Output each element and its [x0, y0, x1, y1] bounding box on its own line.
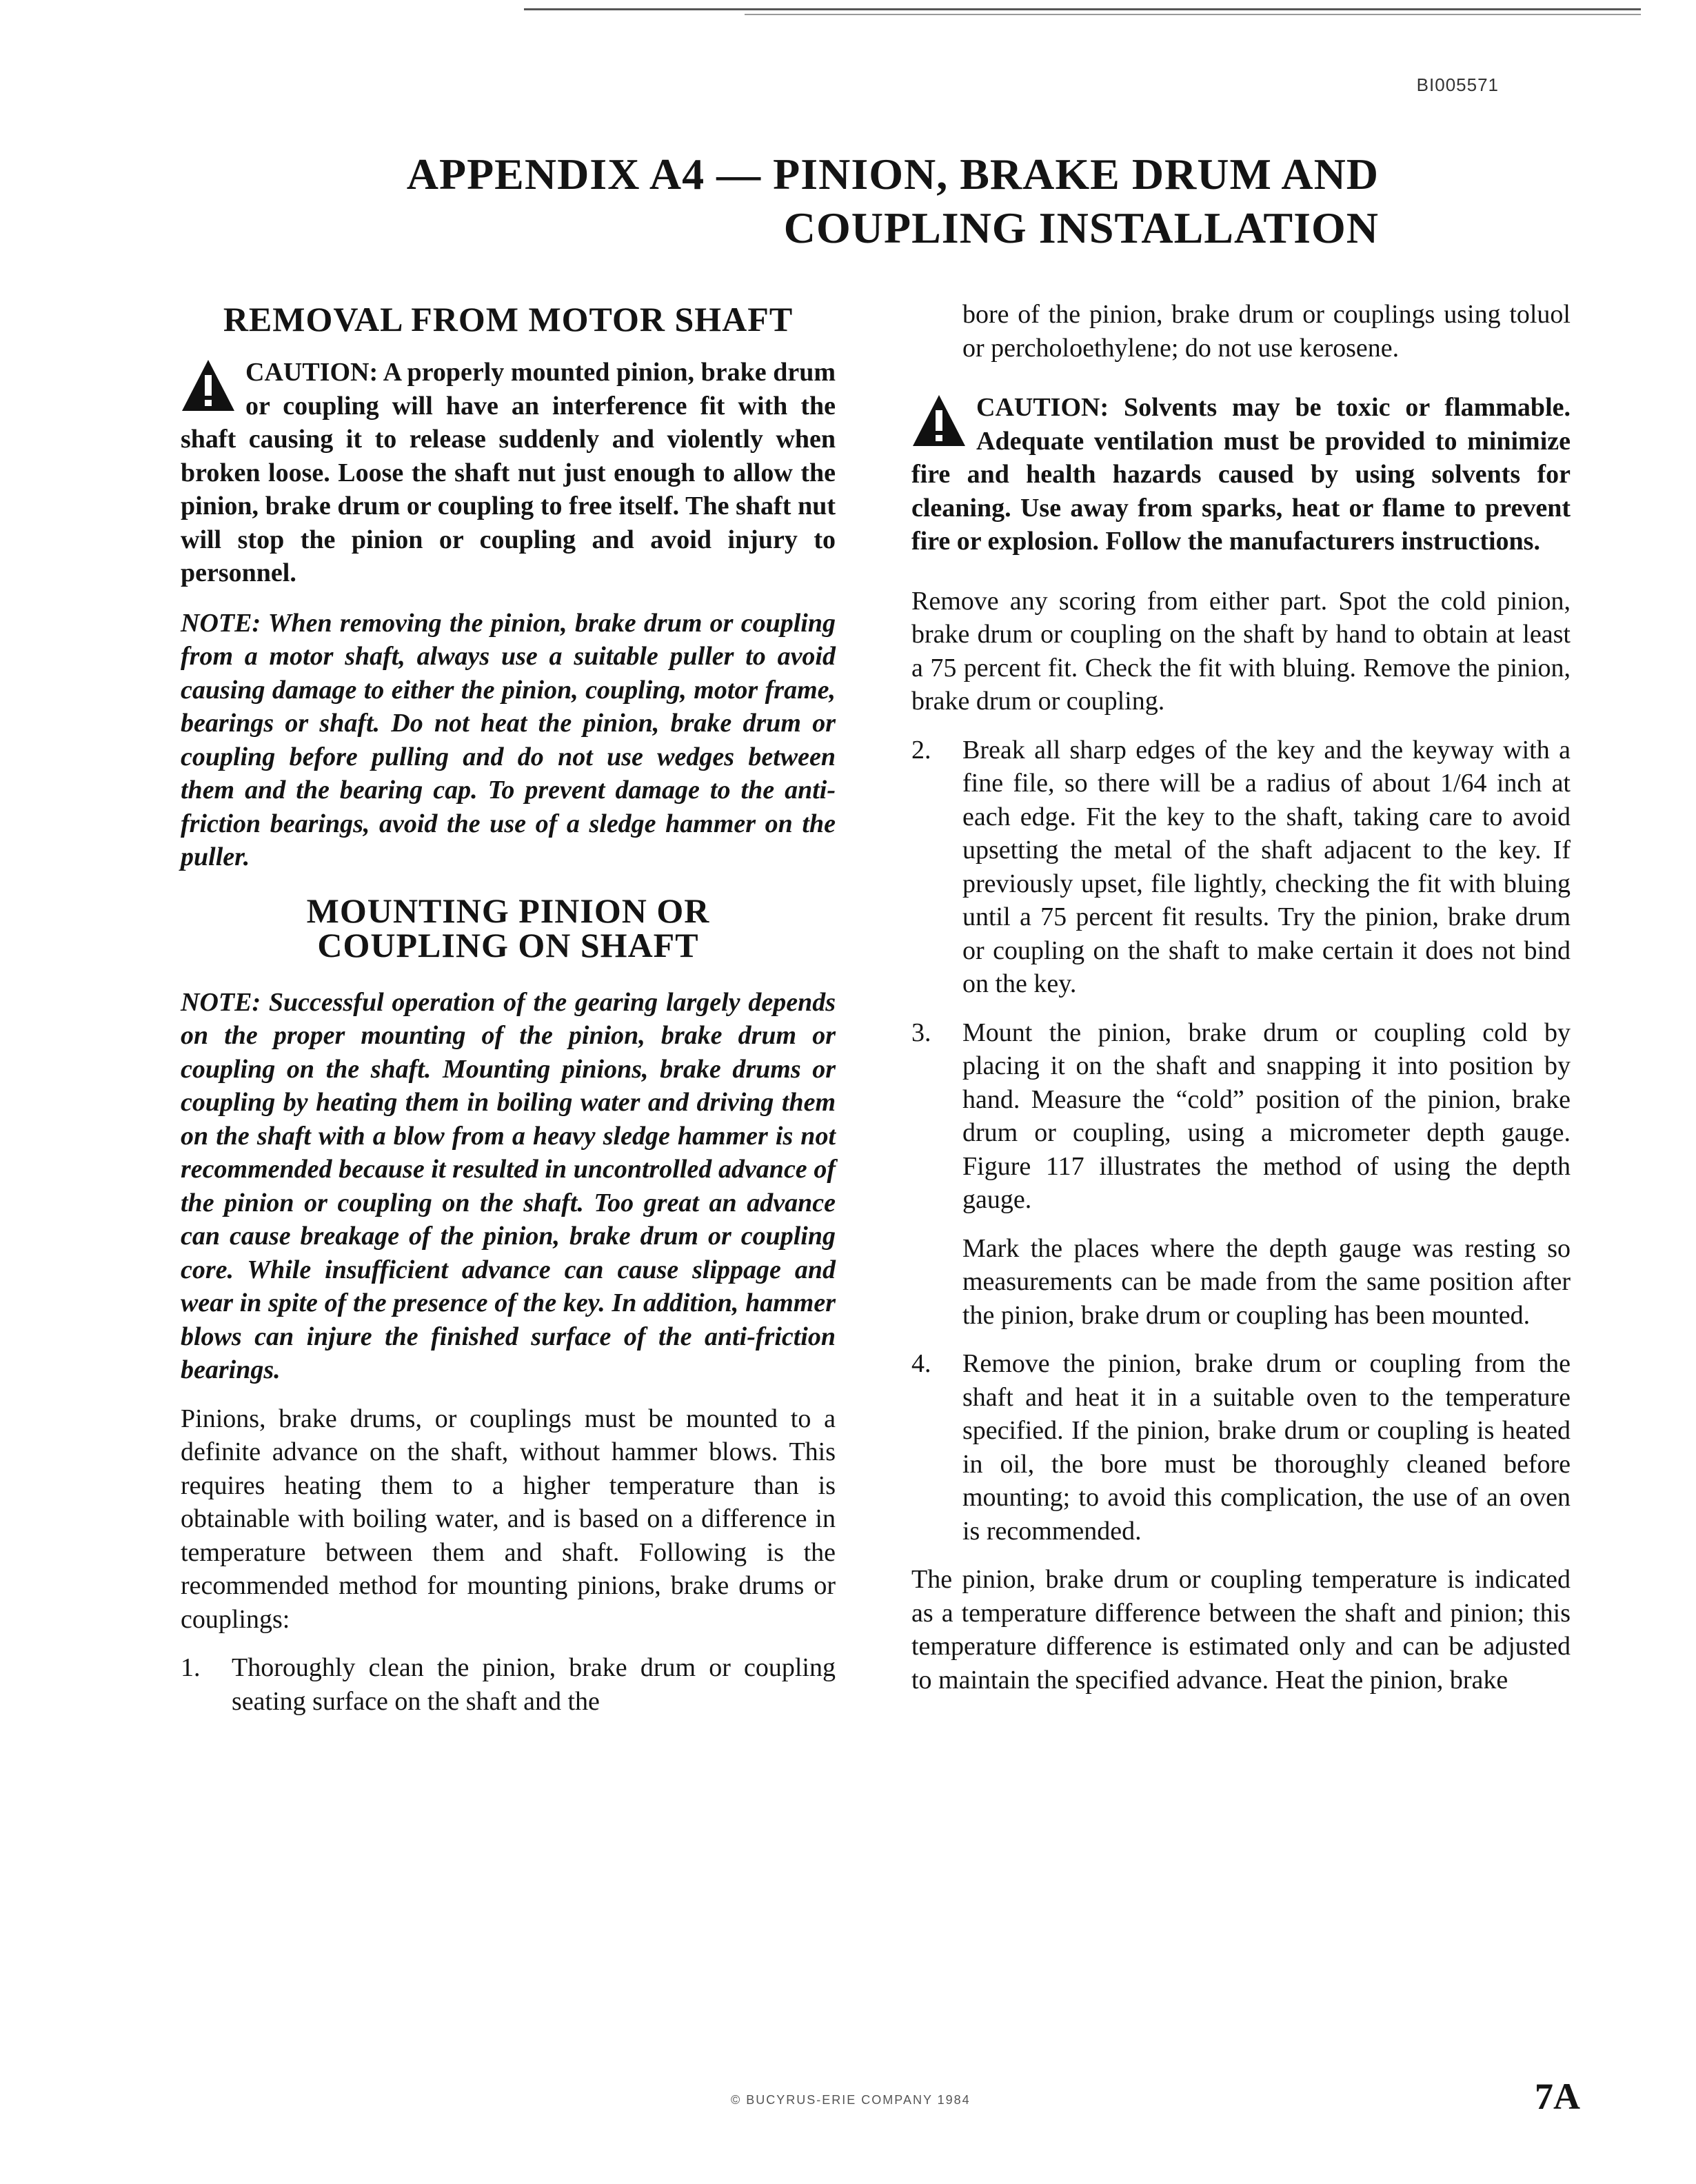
warning-triangle-icon — [911, 394, 967, 447]
paragraph-mounting-intro: Pinions, brake drums, or couplings must be mounted to a definite advance on the shaft, without hammer blows. This requires heating them to a higher temperature than is obtainable with boiling water, and is based on a difference in temperature between them and shaft. Following is the recommended method for mounting pinions, brake drums or couplings: — [181, 1404, 836, 1634]
section-heading-mounting-line1: MOUNTING PINION OR — [306, 891, 710, 930]
list-item-1-continued: bore of the pinion, brake drum or couplings using toluol or percholoethylene; do not use kerosene. — [962, 300, 1571, 363]
list-item-3-paragraph: Mark the places where the depth gauge was resting so measurements can be made from the same position after the pinion, brake drum or coupling has been mounted. — [962, 1233, 1571, 1330]
list-item-number: 1. — [181, 1653, 201, 1682]
list-item-number: 3. — [911, 1018, 931, 1047]
paragraph-spot-fit: Remove any scoring from either part. Spot the cold pinion, brake drum or coupling on the shaft by hand to obtain at least a 75 percent fit. Check the fit with bluing. Remove the pinion, brake drum or coupling. — [911, 586, 1571, 716]
list-item-text: Remove the pinion, brake drum or coupling from the shaft and heat it in a suitable oven to the temperature specified. If the pinion, brake drum or coupling is heated in oil, the bore must be thoroughly cleaned before mounting; to avoid this complication, the use of an oven is recommended. — [962, 1349, 1571, 1546]
page-title-line2: COUPLING INSTALLATION — [783, 203, 1379, 252]
note-mounting: NOTE: Successful operation of the gearing largely depends on the proper mounting of the pinion, brake drum or coupling on the shaft. Mounting pinions, brake drums or coupling by heating them in boiling water and driving them on the shaft with a blow from a heavy sledge hammer is not recommended because it resulted in uncontrolled advance of the pinion or coupling on the shaft. Too great an advance can cause breakage of the pinion, brake drum or coupling core. While insufficient advance can cause slippage and wear in spite of the presence of the key. In addition, hammer blows can injure the finished surface of the anti-friction bearings. — [181, 987, 836, 1384]
right-column — [911, 298, 1571, 1697]
section-heading-mounting-line2: COUPLING ON SHAFT — [317, 925, 699, 964]
list-item-number: 4. — [911, 1349, 931, 1378]
list-item-4 — [911, 1347, 1571, 1548]
warning-triangle-icon — [181, 358, 236, 412]
list-item-number: 2. — [911, 735, 931, 765]
list-item-text: Break all sharp edges of the key and the keyway with a fine file, so there will be a radius of about 1/64 inch at each edge. Fit the key to the shaft, taking care to avoid upsetting the metal of the shaft adjacent to the key. If previously upset, file lightly, checking the fit with bluing until a 75 percent fit results. Try the pinion, brake drum or coupling on the shaft to make certain it does not bind on the key. — [962, 735, 1571, 998]
caution-text-removal: CAUTION: A properly mounted pinion, brake drum or coupling will have an interference fit with the shaft causing it to release suddenly and violently when broken loose. Loose the shaft nut just enough to allow the pinion, brake drum or coupling to free itself. The shaft nut will stop the pinion or coupling and avoid injury to personnel. — [181, 358, 836, 587]
section-heading-mounting — [181, 893, 836, 962]
note-removal: NOTE: When removing the pinion, brake drum or coupling from a motor shaft, always use a suitable puller to avoid causing damage to either the pinion, coupling, motor frame, bearings or shaft. Do not heat the pinion, brake drum or coupling before pulling and do not use wedges between them and the bearing cap. To prevent damage to the anti-friction bearings, avoid the use of a sledge hammer on the puller. — [181, 608, 836, 871]
page-number: 7A — [1535, 2076, 1580, 2117]
caution-block-removal — [181, 356, 836, 590]
left-column — [181, 298, 836, 1718]
list-item-2 — [911, 734, 1571, 1001]
list-item-text: Mount the pinion, brake drum or coupling cold by placing it on the shaft and snapping it into position by hand. Measure the “cold” position of the pinion, brake drum or coupling, using a micrometer depth gauge. Figure 117 illustrates the method of using the depth gauge. — [962, 1018, 1571, 1214]
list-item-3 — [911, 1016, 1571, 1217]
section-heading-removal: REMOVAL FROM MOTOR SHAFT — [223, 300, 794, 338]
caution-block-solvents — [911, 391, 1571, 558]
caution-text-solvents: CAUTION: Solvents may be toxic or flammable. Adequate ventilation must be provided to minimize fire and health hazards caused by using solvents for cleaning. Use away from sparks, heat or flame to prevent fire or explosion. Follow the manufacturers instructions. — [911, 393, 1571, 556]
top-rule-secondary — [745, 14, 1641, 15]
page-title-line1: APPENDIX A4 — PINION, BRAKE DRUM AND — [406, 150, 1379, 199]
document-id: BI005571 — [1416, 74, 1499, 95]
page-title — [0, 148, 1379, 255]
footer-copyright: © BUCYRUS-ERIE COMPANY 1984 — [731, 2093, 971, 2107]
top-rule — [524, 8, 1641, 10]
list-item-text: Thoroughly clean the pinion, brake drum or coupling seating surface on the shaft and the — [232, 1653, 836, 1716]
list-item-1 — [181, 1651, 836, 1718]
paragraph-temperature: The pinion, brake drum or coupling temperature is indicated as a temperature difference between the shaft and pinion; this temperature difference is estimated only and can be adjusted to maintain the specified advance. Heat the pinion, brake — [911, 1565, 1571, 1695]
